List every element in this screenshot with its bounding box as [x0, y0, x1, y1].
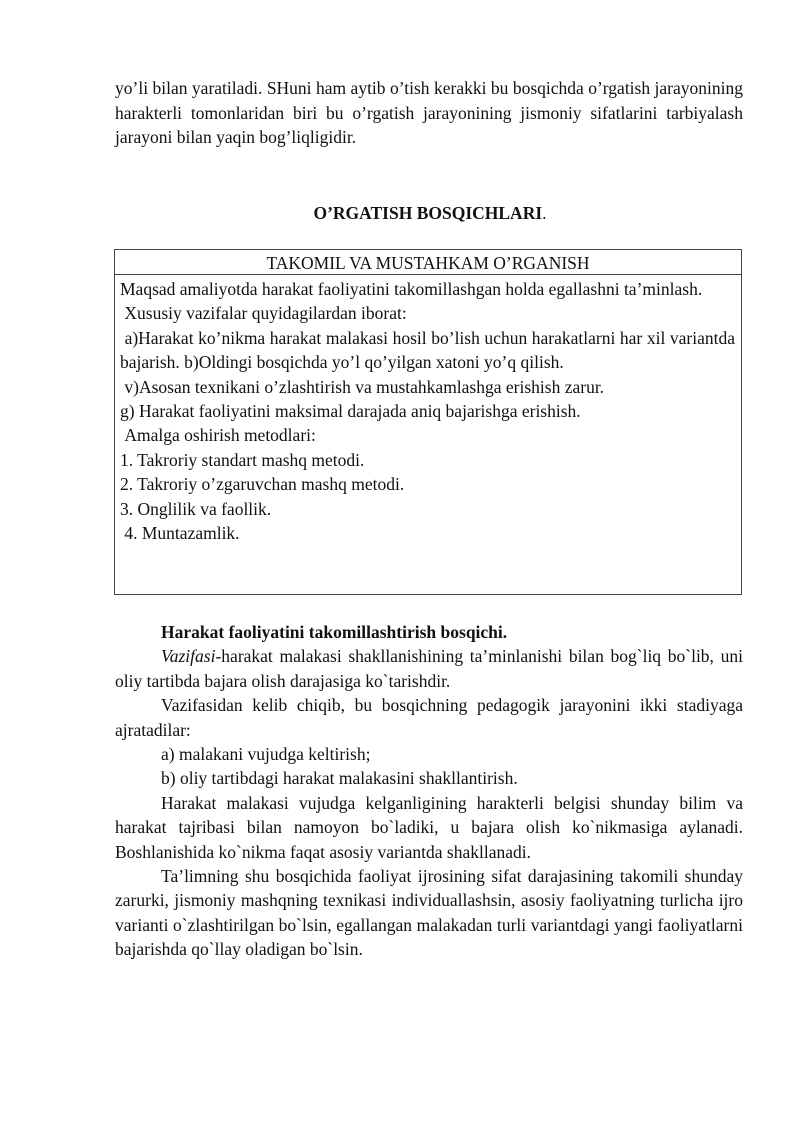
stages-paragraph: Vazifasidan kelib chiqib, bu bosqichning pedagogik jarayonini ikki stadiyaga ajratadilar:: [115, 695, 743, 740]
education-paragraph: Ta’limning shu bosqichida faoliyat ijrosining sifat darajasining takomili shunday zarurki, jismoniy mashqning texnikasi individuallashsin, asosiy faoliyatning turlicha ijro varianti o`zlashtirilgan bo`lsin, egallangan malakadan turli variantdagi yangi faoliyatlarni bajarishda qo`llay oladigan bo`lsin.: [115, 866, 743, 960]
task-word: Vazifasi: [161, 646, 216, 667]
methods-intro-line: Amalga oshirish metodlari:: [120, 425, 316, 446]
intro-paragraph: yo’li bilan yaratiladi. SHuni ham aytib o’tish kerakki bu bosqichda o’rgatish jarayonining harakterli tomonlaridan biri bu o’rgatish jarayonining jismoniy sifatlarini tarbiyalash jarayoni bilan yaqin bog’liqligidir.: [115, 78, 743, 147]
method-4-line: 4. Muntazamlik.: [120, 523, 240, 544]
task-text: -harakat malakasi shakllanishining ta’minlanishi bilan bog`liq bo`lib, uni oliy tartibda bajara olish darajasiga ko`tarishdir.: [115, 646, 743, 691]
method-3-line: 3. Onglilik va faollik.: [120, 498, 272, 519]
list-item-b: b) oliy tartibdagi harakat malakasini shakllantirish.: [161, 768, 518, 789]
task-paragraph: [115, 644, 743, 693]
tasks-intro-line: Xususiy vazifalar quyidagilardan iborat:: [120, 303, 407, 324]
list-item-a: a) malakani vujudga keltirish;: [161, 744, 371, 765]
subsection-title: Harakat faoliyatini takomillashtirish bosqichi.: [161, 622, 508, 642]
skill-paragraph: Harakat malakasi vujudga kelganligining harakterli belgisi shunday bilim va harakat tajribasi bilan namoyon bo`ladiki, u bajara olish ko`nikmasiga aylanadi. Boshlanishida ko`nikma faqat asosiy variantda shakllanadi.: [115, 792, 743, 862]
task-v-line: v)Asosan texnikani o’zlashtirish va mustahkamlashga erishish zarur.: [120, 376, 605, 397]
improvement-stage-section: [115, 620, 743, 962]
heading-period: .: [542, 203, 547, 223]
table-body: [115, 275, 741, 545]
table-header: TAKOMIL VA MUSTAHKAM O’RGANISH: [115, 250, 741, 275]
heading-text: O’RGATISH BOSQICHLARI: [313, 203, 543, 223]
section-heading: [0, 203, 800, 224]
method-2-line: 2. Takroriy o’zgaruvchan mashq metodi.: [120, 474, 405, 495]
task-a-b-line: a)Harakat ko’nikma harakat malakasi hosil bo’lish uchun harakatlarni har xil variantda bajarish. b)Oldingi bosqichda yo’l qo’yilgan xatoni yo’q qilish.: [120, 327, 740, 373]
goal-line: Maqsad amaliyotda harakat faoliyatini takomillashgan holda egallashni ta’minlash.: [120, 279, 703, 299]
method-1-line: 1. Takroriy standart mashq metodi.: [120, 449, 365, 470]
task-g-line: g) Harakat faoliyatini maksimal darajada aniq bajarishga erishish.: [120, 401, 581, 422]
stage-table: [114, 249, 742, 595]
